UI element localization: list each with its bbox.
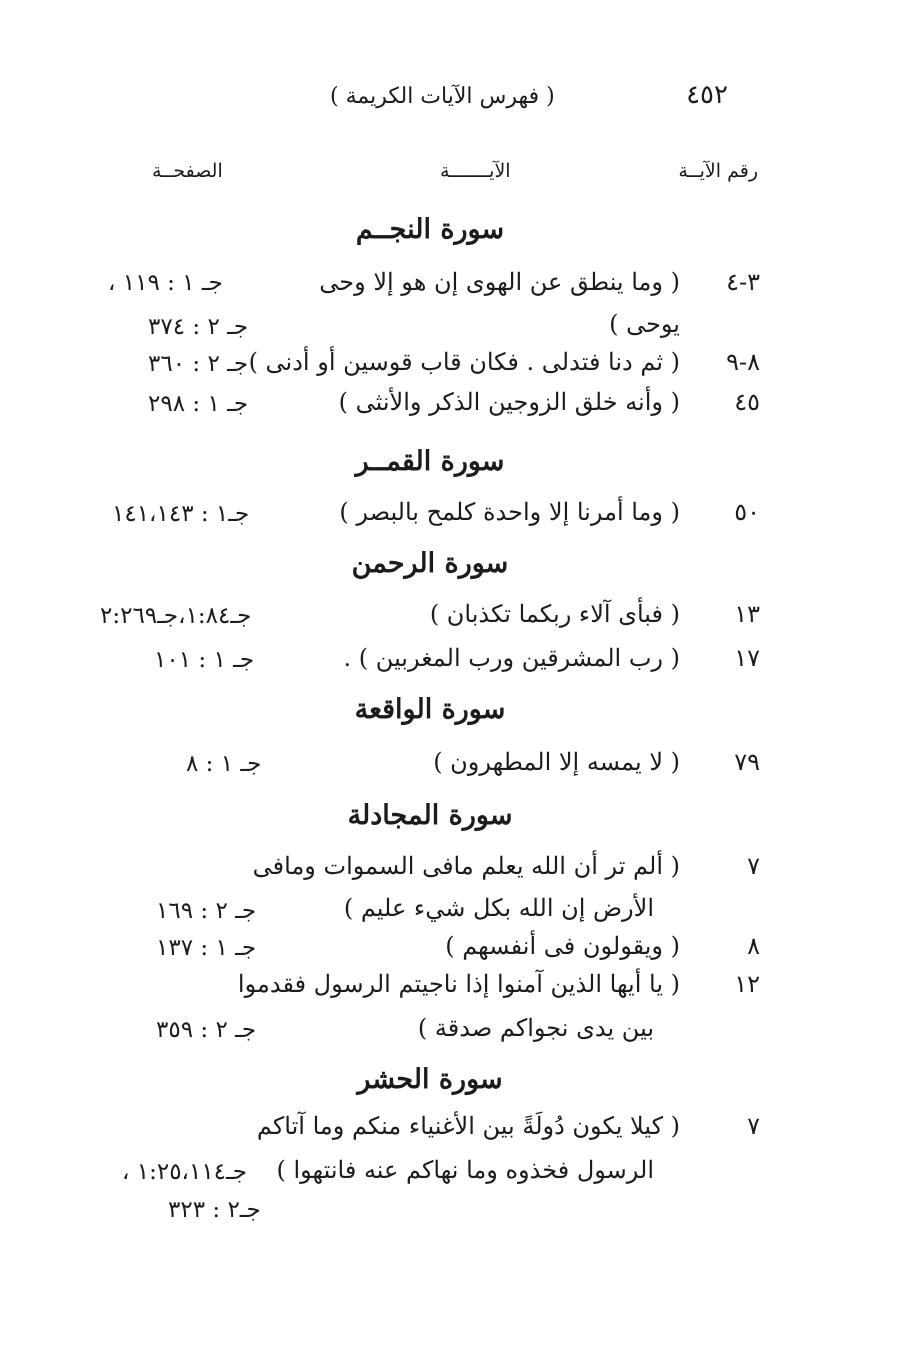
ayah-text-continued: بين يدى نجواكم صدقة )	[417, 1014, 654, 1042]
surah-heading-najm: سورة النجــم	[355, 214, 505, 245]
ayah-text: ( وأنه خلق الزوجين الذكر والأنثى )	[338, 388, 680, 416]
ayah-text-continued: يوحى )	[609, 310, 680, 338]
column-header-ayah: الآيـــــــة	[440, 160, 511, 182]
surah-heading-hashr: سورة الحشر	[357, 1064, 503, 1095]
page-ref: جـ ١ : ١٣٧	[156, 935, 257, 961]
ayah-text: ( رب المشرقين ورب المغربين ) .	[343, 644, 680, 672]
ayah-text: ( كيلا يكون دُولَةً بين الأغنياء منكم وما آتاكم	[256, 1112, 680, 1140]
surah-heading-qamar: سورة القمــر	[355, 446, 505, 477]
surah-heading-waqia: سورة الواقعة	[354, 694, 506, 725]
page-ref: جـ ٢ : ٣٧٤	[148, 314, 249, 340]
ayah-number: ١٧	[734, 644, 760, 672]
running-title: ( فهرس الآيات الكريمة )	[330, 84, 555, 109]
ayah-number: ٧	[747, 1112, 760, 1140]
page-ref: جـ٢ : ٣٢٣	[168, 1197, 261, 1223]
ayah-number: ١٢	[734, 970, 760, 998]
ayah-number: ٨-٩	[726, 348, 760, 376]
column-header-ayah-number: رقم الآيــة	[678, 160, 758, 182]
page-ref: جـ ٢ : ١٦٩	[156, 898, 257, 924]
column-header-page: الصفحــة	[152, 160, 223, 182]
ayah-text: ( يا أيها الذين آمنوا إذا ناجيتم الرسول فقدموا	[237, 970, 680, 998]
ayah-text: ( وما ينطق عن الهوى إن هو إلا وحى	[319, 268, 680, 296]
ayah-number: ٤٥	[734, 388, 760, 416]
ayah-text: ( ألم تر أن الله يعلم مافى السموات ومافى	[252, 852, 680, 880]
page-ref: جـ١:٢٥،١١٤ ،	[122, 1159, 247, 1185]
ayah-text: ( فبأى آلاء ربكما تكذبان )	[429, 600, 680, 628]
ayah-text: ( ثم دنا فتدلى . فكان قاب قوسين أو أدنى )	[248, 348, 680, 376]
page-ref: جـ ٢ : ٣٦٠	[148, 351, 249, 377]
page-ref: جـ ١ : ١١٩ ،	[108, 270, 223, 296]
surah-heading-mujadila: سورة المجادلة	[347, 800, 513, 831]
ayah-number: ٥٠	[734, 498, 760, 526]
page-ref: جـ ١ : ٨	[186, 751, 262, 777]
ayah-text: ( لا يمسه إلا المطهرون )	[433, 748, 680, 776]
ayah-number: ١٣	[734, 600, 760, 628]
ayah-text: ( وما أمرنا إلا واحدة كلمح بالبصر )	[339, 498, 680, 526]
ayah-text-continued: الرسول فخذوه وما نهاكم عنه فانتهوا )	[276, 1156, 654, 1184]
page-ref: جـ١ : ١٤١،١٤٣	[112, 501, 250, 527]
ayah-number: ٨	[747, 932, 760, 960]
page-number: ٤٥٢	[686, 80, 728, 110]
page-ref: جـ ٢ : ٣٥٩	[156, 1017, 257, 1043]
ayah-number: ٧٩	[734, 748, 760, 776]
ayah-text-continued: الأرض إن الله بكل شيء عليم )	[343, 894, 654, 922]
page-ref: جـ ١ : ١٠١	[154, 647, 255, 673]
surah-heading-rahman: سورة الرحمن	[351, 548, 509, 579]
ayah-number: ٧	[747, 852, 760, 880]
page-ref: جـ١:٨٤،جـ٢:٢٦٩	[100, 603, 252, 629]
ayah-number: ٣-٤	[726, 268, 760, 296]
ayah-text: ( ويقولون فى أنفسهم )	[445, 932, 680, 960]
page-ref: جـ ١ : ٢٩٨	[148, 391, 249, 417]
